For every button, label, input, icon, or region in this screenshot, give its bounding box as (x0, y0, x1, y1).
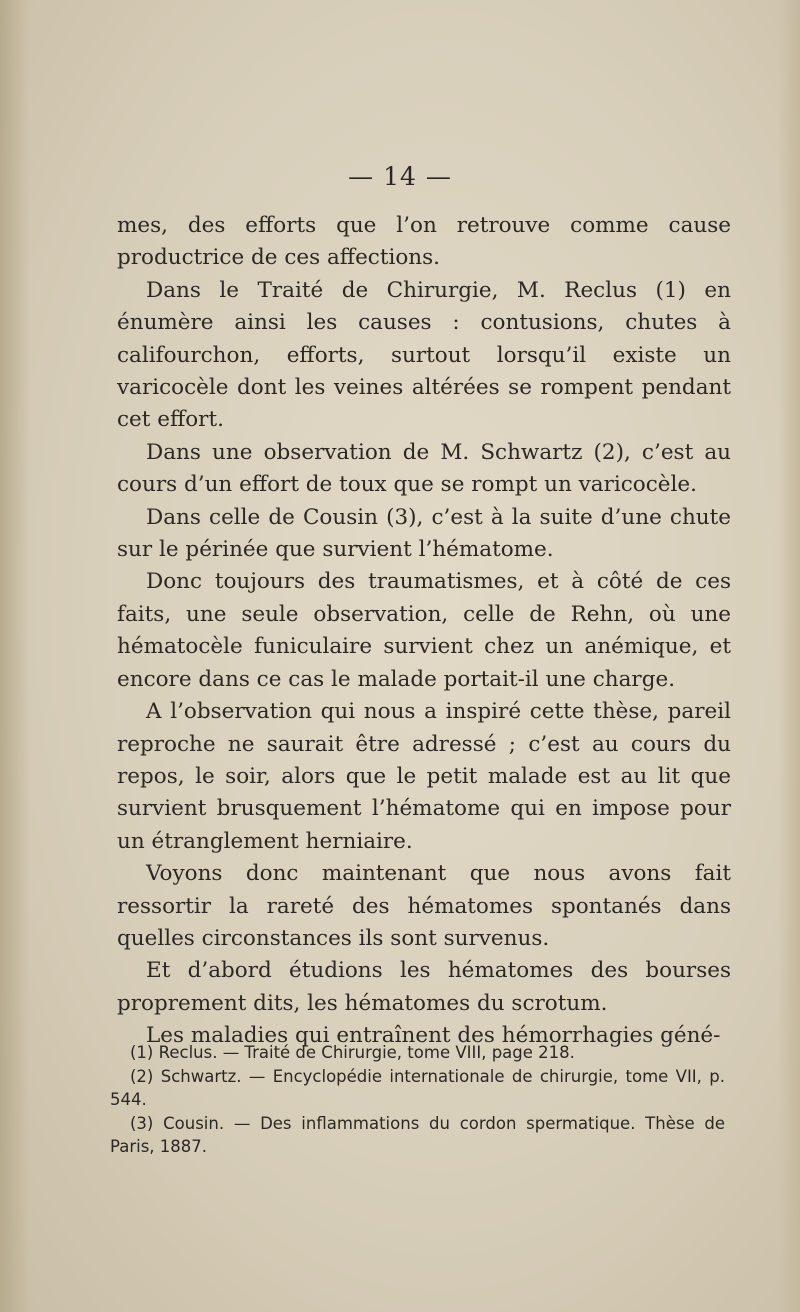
page-edge-left (0, 0, 30, 1312)
paragraph: Voyons donc maintenant que nous avons fait ressortir la rareté des hématomes spontanés dans quelles circonstances ils sont survenus. (117, 861, 731, 951)
footnote-separator (117, 1034, 237, 1035)
page-edge-right (778, 0, 800, 1312)
body-text (117, 210, 731, 1053)
paragraph: Dans celle de Cousin (3), c’est à la suite d’une chute sur le périnée que survient l’hématome. (117, 504, 731, 563)
paragraph: Les maladies qui entraînent des hémorrhagies géné- (146, 1023, 721, 1049)
paragraph: Dans le Traité de Chirurgie, M. Reclus (1) en énumère ainsi les causes : contusions, chutes à califourchon, efforts, surtout lorsqu’il existe un varicocèle dont les veines altérées se rompent pendant cet effort. (117, 277, 731, 433)
page-number: — 14 — (348, 162, 452, 191)
footnote: (1) Reclus. — Traité de Chirurgie, tome VIII, page 218. (130, 1043, 575, 1062)
footnotes (110, 1041, 725, 1159)
paragraph: A l’observation qui nous a inspiré cette thèse, pareil reproche ne saurait être adressé ; c’est au cours du repos, le soir, alors que le petit malade est au lit que survient brusquement l’hématome qui en impose pour un étranglement herniaire. (117, 699, 731, 854)
footnote: (2) Schwartz. — Encyclopédie internationale de chirurgie, tome VII, p. 544. (110, 1066, 725, 1110)
paragraph: mes, des efforts que l’on retrouve comme cause productrice de ces affections. (117, 213, 731, 271)
paragraph: Dans une observation de M. Schwartz (2), c’est au cours d’un effort de toux que se rompt un varicocèle. (117, 439, 731, 498)
footnote: (3) Cousin. — Des inflammations du cordon spermatique. Thèse de Paris, 1887. (110, 1113, 725, 1157)
paragraph: Et d’abord étudions les hématomes des bourses proprement dits, les hématomes du scrotum. (117, 958, 731, 1016)
paragraph: Donc toujours des traumatismes, et à côté de ces faits, une seule observation, celle de Rehn, où une hématocèle funiculaire survient chez un anémique, et encore dans ce cas le malade portait-il une charge. (117, 569, 731, 692)
